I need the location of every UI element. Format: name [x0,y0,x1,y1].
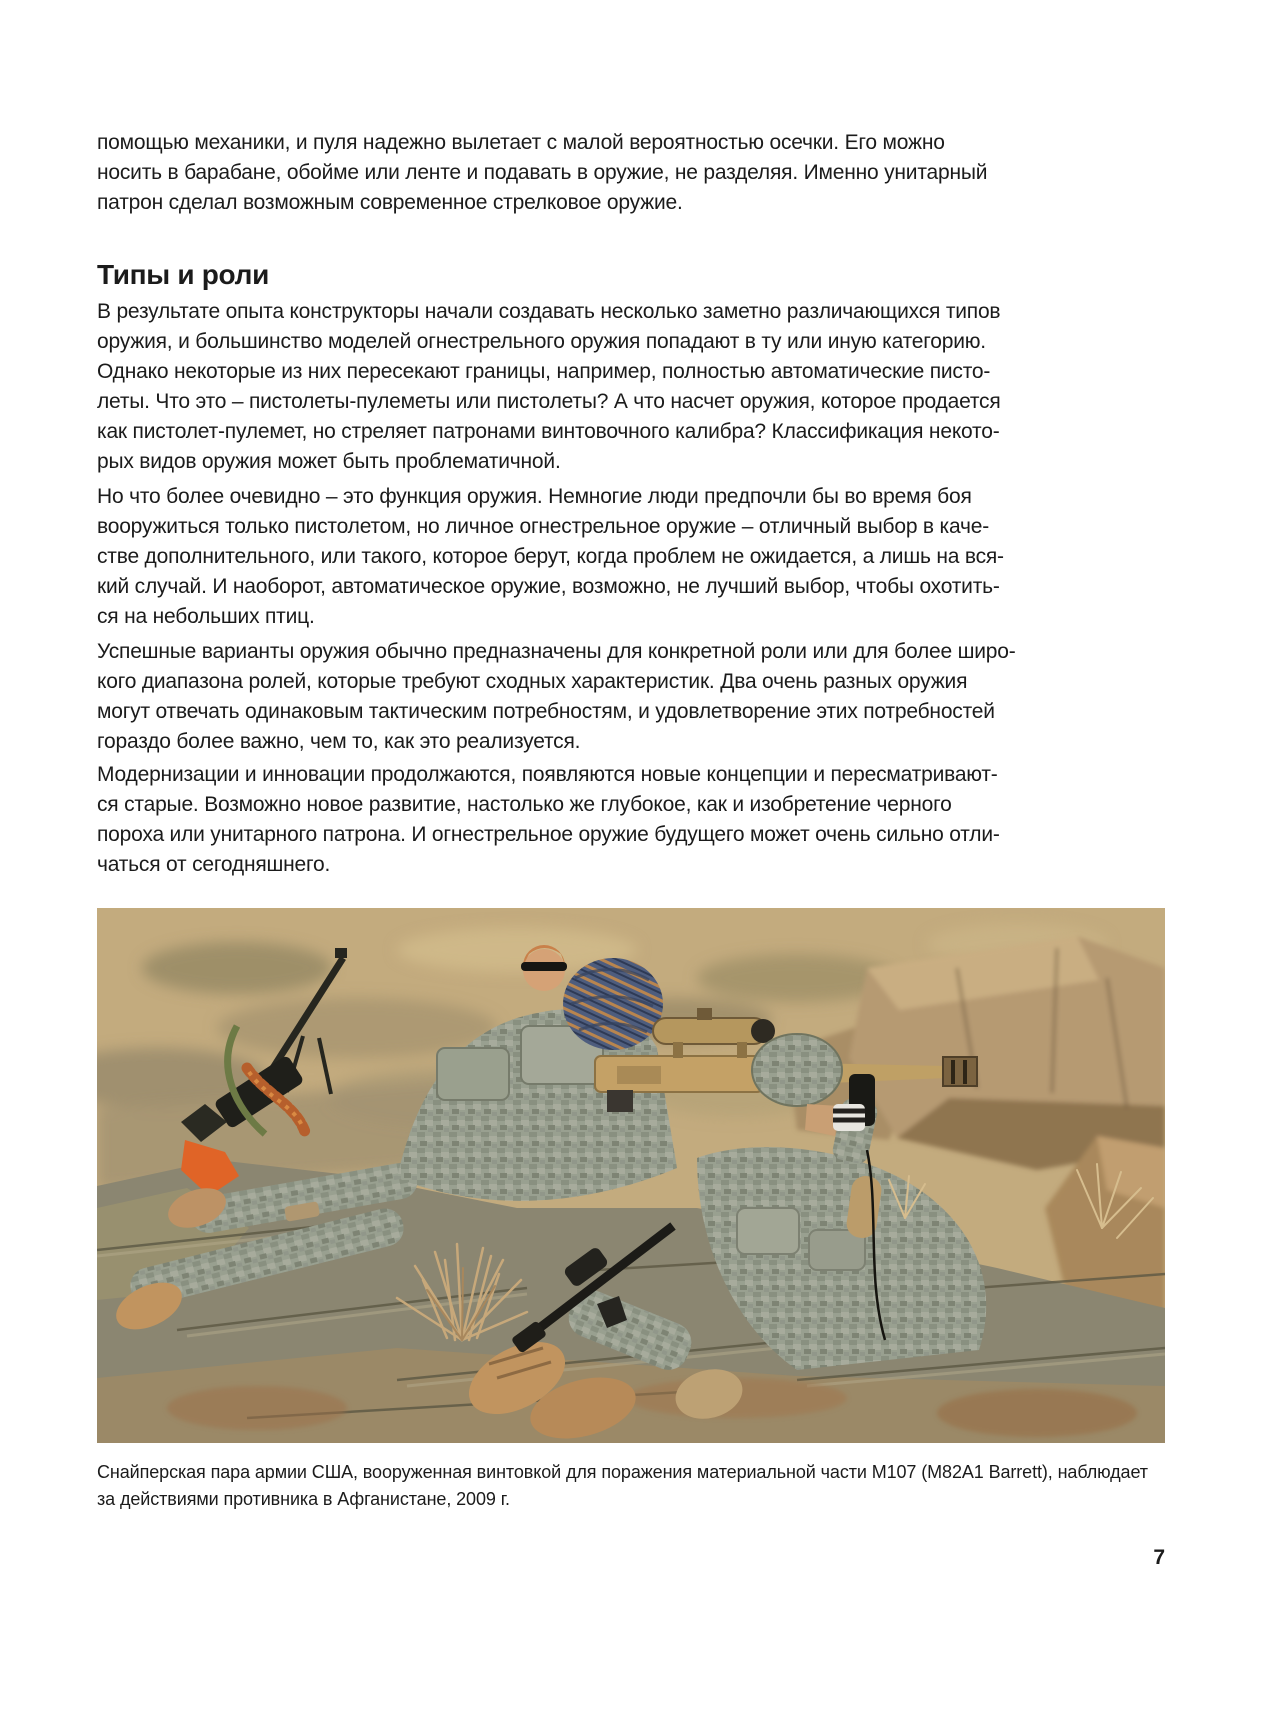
body-paragraph [97,637,1165,757]
text-line: патрон сделал возможным современное стрелковое оружие. [97,191,683,214]
text-line: Успешные варианты оружия обычно предназначены для конкретной роли или для более широ- [97,640,1016,663]
body-paragraph [97,760,1165,880]
text-line: ся на небольших птиц. [97,605,315,628]
text-line: ся старые. Возможно новое развитие, настолько же глубокое, как и изобретение черного [97,793,952,816]
photo-illustration [97,908,1165,1443]
text-line: пороха или унитарного патрона. И огнестрельное оружие будущего может очень сильно отли- [97,823,1000,846]
text-line: кий случай. И наоборот, автоматическое оружие, возможно, не лучший выбор, чтобы охотить- [97,575,1000,598]
text-line: гораздо более важно, чем то, как это реализуется. [97,730,581,753]
text-line: как пистолет-пулемет, но стреляет патронами винтовочного калибра? Классификация некото- [97,420,1000,443]
caption-line: за действиями противника в Афганистане, 2009 г. [97,1489,510,1509]
text-line: Модернизации и инновации продолжаются, появляются новые концепции и пересматривают- [97,763,998,786]
text-line: В результате опыта конструкторы начали создавать несколько заметно различающихся типов [97,300,1001,323]
body-paragraph [97,482,1165,632]
text-line: кого диапазона ролей, которые требуют сходных характеристик. Два очень разных оружия [97,670,968,693]
text-line: оружия, и большинство моделей огнестрельного оружия попадают в ту или иную категорию. [97,330,986,353]
text-line: могут отвечать одинаковым тактическим потребностям, и удовлетворение этих потребностей [97,700,995,723]
text-line: чаться от сегодняшнего. [97,853,331,876]
text-line: вооружиться только пистолетом, но личное огнестрельное оружие – отличный выбор в каче- [97,515,990,538]
text-column [97,128,1165,1513]
text-line: леты. Что это – пистолеты-пулеметы или пистолеты? А что насчет оружия, которое продается [97,390,1001,413]
section-heading: Типы и роли [97,259,270,290]
text-line: стве дополнительного, или такого, которое берут, когда проблем не ожидается, а лишь на вся- [97,545,1004,568]
body-paragraph [97,297,1165,477]
text-line: помощью механики, и пуля надежно вылетает с малой вероятностью осечки. Его можно [97,131,945,154]
caption-line: Снайперская пара армии США, вооруженная винтовкой для поражения материальной части M107 (M82A1 Barrett), наблюдает [97,1462,1148,1482]
intro-paragraph [97,128,1165,218]
text-line: рых видов оружия может быть проблематичной. [97,450,561,473]
page-number: 7 [1153,1546,1165,1569]
text-line: носить в барабане, обойме или ленте и подавать в оружие, не разделяя. Именно унитарный [97,161,988,184]
text-line: Но что более очевидно – это функция оружия. Немногие люди предпочли бы во время боя [97,485,972,508]
text-line: Однако некоторые из них пересекают границы, например, полностью автоматические писто- [97,360,991,383]
photo-snipers-afghanistan [97,908,1165,1443]
photo-caption [97,1459,1165,1513]
